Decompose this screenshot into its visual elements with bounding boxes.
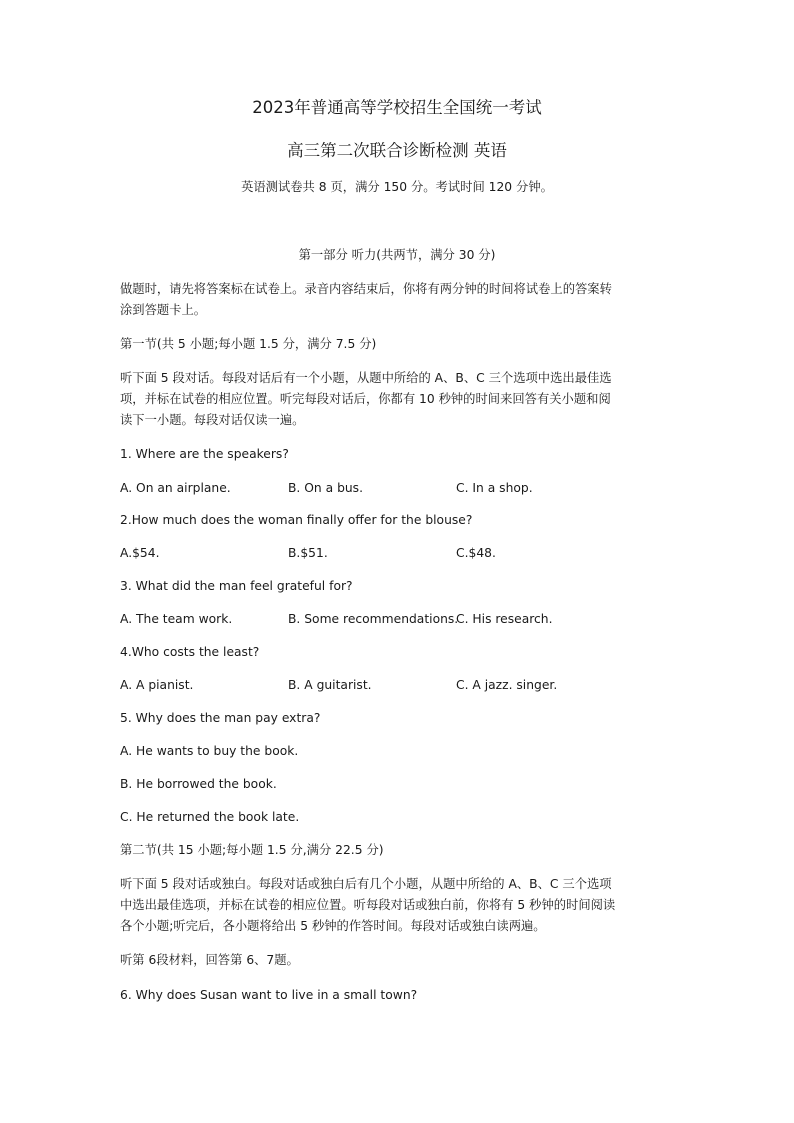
- option-b: B. On a bus.: [288, 481, 363, 495]
- option-b: B. A guitarist.: [288, 678, 372, 692]
- section2-instruction-line: 中选出最佳选项，并标在试卷的相应位置。听每段对话或独白前，你将有 5 秒钟的时间阅读: [120, 898, 616, 912]
- option-c: C. In a shop.: [456, 481, 533, 495]
- option-b: B. Some recommendations.: [288, 612, 459, 626]
- section2-instruction-line: 听下面 5 段对话或独白。每段对话或独白后有几个小题，从题中所给的 A、B、C 三个选项: [120, 877, 612, 891]
- section1-instruction-line: 读下一小题。每段对话仅读一遍。: [120, 413, 305, 427]
- part1-intro-line: 涂到答题卡上。: [120, 303, 207, 317]
- question-stem: 2.How much does the woman finally offer for the blouse?: [120, 513, 473, 527]
- exam-note: 英语测试卷共 8 页，满分 150 分。考试时间 120 分钟。: [241, 180, 553, 194]
- section1-instruction-line: 项，并标在试卷的相应位置。听完每段对话后，你都有 10 秒钟的时间来回答有关小题和阅: [120, 392, 611, 406]
- option-a: A. He wants to buy the book.: [120, 744, 299, 758]
- section1-instruction-line: 听下面 5 段对话。每段对话后有一个小题，从题中所给的 A、B、C 三个选项中选出最佳选: [120, 371, 612, 385]
- material-note: 听第 6段材料，回答第 6、7题。: [120, 953, 299, 967]
- question-stem: 3. What did the man feel grateful for?: [120, 579, 353, 593]
- question-stem: 5. Why does the man pay extra?: [120, 711, 321, 725]
- exam-title: 2023年普通高等学校招生全国统一考试: [252, 98, 542, 117]
- option-a: A. On an airplane.: [120, 481, 231, 495]
- option-c: C. He returned the book late.: [120, 810, 300, 824]
- section1-heading: 第一节(共 5 小题;每小题 1.5 分，满分 7.5 分): [120, 337, 377, 351]
- option-a: A.$54.: [120, 546, 160, 560]
- option-a: A. A pianist.: [120, 678, 194, 692]
- question-stem: 6. Why does Susan want to live in a small town?: [120, 988, 418, 1002]
- option-b: B.$51.: [288, 546, 328, 560]
- section2-heading: 第二节(共 15 小题;每小题 1.5 分,满分 22.5 分): [120, 843, 384, 857]
- option-a: A. The team work.: [120, 612, 233, 626]
- option-c: C. His research.: [456, 612, 553, 626]
- question-stem: 1. Where are the speakers?: [120, 447, 289, 461]
- exam-subtitle: 高三第二次联合诊断检测 英语: [287, 141, 507, 160]
- option-b: B. He borrowed the book.: [120, 777, 277, 791]
- question-stem: 4.Who costs the least?: [120, 645, 260, 659]
- part1-heading: 第一部分 听力(共两节，满分 30 分): [298, 248, 496, 262]
- part1-intro-line: 做题时，请先将答案标在试卷上。录音内容结束后，你将有两分钟的时间将试卷上的答案转: [120, 282, 612, 296]
- option-c: C. A jazz. singer.: [456, 678, 558, 692]
- section2-instruction-line: 各个小题;听完后，各小题将给出 5 秒钟的作答时间。每段对话或独白读两遍。: [120, 919, 546, 933]
- option-c: C.$48.: [456, 546, 496, 560]
